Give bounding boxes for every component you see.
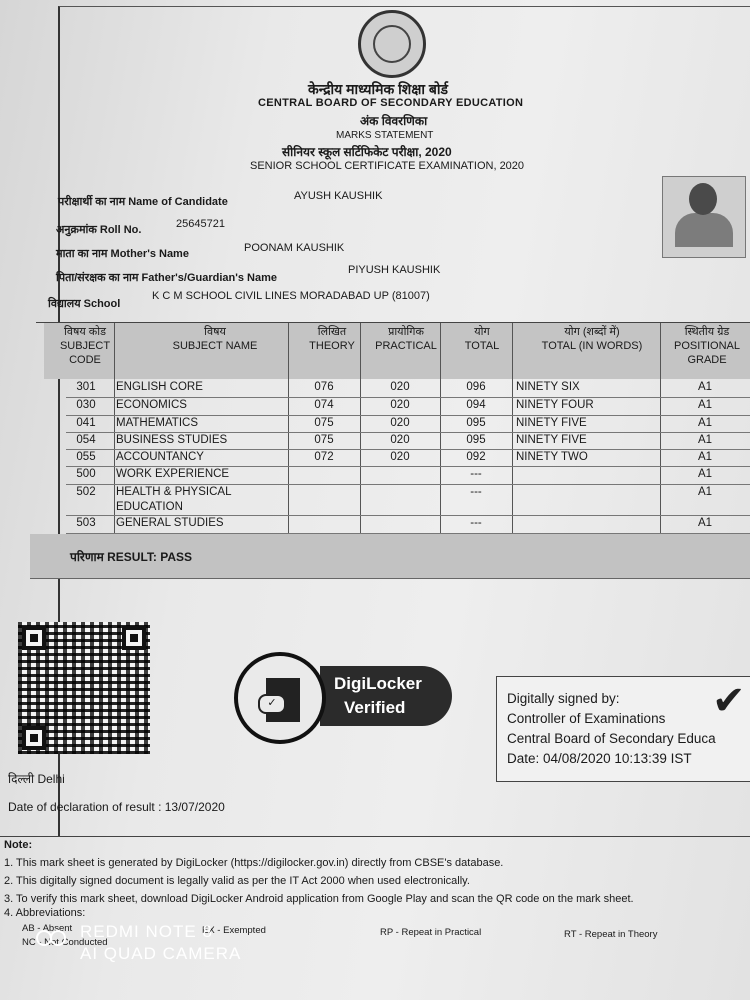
row-divider bbox=[66, 432, 750, 433]
exam-name-english: SENIOR SCHOOL CERTIFICATE EXAMINATION, 2020 bbox=[250, 160, 525, 172]
col-divider bbox=[114, 323, 115, 535]
header-grade-en1: POSITIONAL bbox=[673, 340, 741, 352]
cell-total: 094 bbox=[466, 399, 486, 411]
digilocker-text: DigiLocker bbox=[334, 674, 422, 693]
cell-practical: 020 bbox=[390, 399, 410, 411]
notes-title: Note: bbox=[4, 839, 33, 851]
header-theory-hindi: लिखित bbox=[317, 326, 347, 338]
cell-total: 095 bbox=[466, 434, 486, 446]
roll-number-value: 25645721 bbox=[176, 218, 225, 230]
father-name-value: PIYUSH KAUSHIK bbox=[348, 264, 441, 276]
header-theory bbox=[296, 325, 368, 353]
signature-date: Date: 04/08/2020 10:13:39 IST bbox=[507, 751, 692, 766]
marks-statement-english: MARKS STATEMENT bbox=[336, 130, 434, 141]
cell-name: BUSINESS STUDIES bbox=[116, 434, 228, 446]
digilocker-verified-badge bbox=[234, 652, 454, 744]
header-code-en2: CODE bbox=[69, 354, 101, 366]
header-total bbox=[446, 325, 518, 353]
cell-words: NINETY SIX bbox=[516, 381, 580, 393]
note-4: 4. Abbreviations: bbox=[4, 907, 86, 919]
declaration-date: Date of declaration of result : 13/07/2020 bbox=[8, 800, 225, 814]
cell-code: 055 bbox=[76, 451, 96, 463]
father-name-row bbox=[56, 264, 441, 285]
cbse-emblem bbox=[358, 10, 426, 78]
cell-practical: 020 bbox=[390, 381, 410, 393]
cell-name: ACCOUNTANCY bbox=[116, 451, 204, 463]
row-divider bbox=[66, 449, 750, 450]
signer-title: Controller of Examinations bbox=[507, 711, 666, 726]
cell-name: ECONOMICS bbox=[116, 399, 187, 411]
cell-grade: A1 bbox=[697, 517, 713, 529]
marks-statement-hindi: अंक विवरणिका bbox=[360, 114, 428, 128]
abbr-exempted: EX - Exempted bbox=[202, 925, 266, 936]
cell-name-line2: EDUCATION bbox=[116, 501, 183, 513]
cell-grade: A1 bbox=[697, 417, 713, 429]
cell-practical: 020 bbox=[390, 451, 410, 463]
digilocker-label-pill bbox=[320, 666, 452, 726]
result-band bbox=[30, 534, 750, 579]
mother-name-value: POONAM KAUSHIK bbox=[244, 242, 345, 254]
cell-words: NINETY FOUR bbox=[516, 399, 594, 411]
marks-table-header bbox=[44, 323, 750, 379]
abbr-not-conducted: NC - Not Conducted bbox=[22, 937, 108, 948]
school-value: K C M SCHOOL CIVIL LINES MORADABAD UP (81007) bbox=[152, 290, 430, 302]
cell-name: WORK EXPERIENCE bbox=[116, 468, 230, 480]
cell-code: 503 bbox=[76, 517, 96, 529]
col-divider bbox=[360, 323, 361, 535]
emblem-center bbox=[373, 25, 411, 63]
cell-grade: A1 bbox=[697, 399, 713, 411]
cell-grade: A1 bbox=[697, 468, 713, 480]
header-theory-en: THEORY bbox=[309, 340, 355, 352]
cell-theory: 074 bbox=[314, 399, 334, 411]
header-name-hindi: विषय bbox=[204, 326, 226, 338]
header-total-en: TOTAL bbox=[464, 340, 500, 352]
cell-total: 092 bbox=[466, 451, 486, 463]
header-practical-hindi: प्रायोगिक bbox=[388, 326, 424, 338]
row-divider bbox=[66, 515, 750, 516]
header-words-hindi: योग (शब्दों में) bbox=[564, 326, 620, 338]
row-divider bbox=[66, 466, 750, 467]
father-name-label: पिता/संरक्षक का नाम Father's/Guardian's Name bbox=[56, 272, 277, 284]
header-practical bbox=[366, 325, 446, 353]
cell-total: --- bbox=[470, 468, 482, 480]
board-name-hindi: केन्द्रीय माध्यमिक शिक्षा बोर्ड bbox=[308, 81, 448, 97]
note-3: 3. To verify this mark sheet, download DigiLocker Android application from Google Play and scan the QR code on the mark sheet. bbox=[4, 893, 634, 905]
mother-name-row bbox=[56, 242, 345, 261]
signed-by-label: Digitally signed by: bbox=[507, 691, 620, 706]
qr-finder bbox=[22, 726, 46, 750]
header-code-en1: SUBJECT bbox=[59, 340, 111, 352]
cell-grade: A1 bbox=[697, 451, 713, 463]
candidate-photo bbox=[662, 176, 746, 258]
header-grade-en2: GRADE bbox=[687, 354, 727, 366]
header-subject-code bbox=[48, 325, 122, 367]
cell-practical: 020 bbox=[390, 417, 410, 429]
note-1: 1. This mark sheet is generated by DigiLocker (https://digilocker.gov.in) directly from CBSE's database. bbox=[4, 857, 504, 869]
qr-finder bbox=[122, 626, 146, 650]
qr-finder bbox=[22, 626, 46, 650]
cell-code: 301 bbox=[76, 381, 96, 393]
cell-grade: A1 bbox=[697, 381, 713, 393]
cell-theory: 076 bbox=[314, 381, 334, 393]
roll-number-label: अनुक्रमांक Roll No. bbox=[56, 224, 142, 236]
col-divider bbox=[512, 323, 513, 535]
candidate-name-label: परीक्षार्थी का नाम Name of Candidate bbox=[58, 196, 228, 208]
header-total-hindi: योग bbox=[474, 326, 490, 338]
col-divider bbox=[288, 323, 289, 535]
cell-grade: A1 bbox=[697, 486, 713, 498]
header-grade-hindi: स्थितीय ग्रेड bbox=[684, 326, 730, 338]
candidate-name-row bbox=[58, 190, 383, 209]
result-text: परिणाम RESULT: PASS bbox=[70, 550, 193, 564]
cell-code: 030 bbox=[76, 399, 96, 411]
col-divider bbox=[440, 323, 441, 535]
watermark-line-2: AI QUAD CAMERA bbox=[80, 944, 242, 963]
candidate-name-value: AYUSH KAUSHIK bbox=[294, 190, 383, 202]
qr-code[interactable] bbox=[18, 622, 150, 754]
digilocker-logo-icon bbox=[234, 652, 326, 744]
cell-name: ENGLISH CORE bbox=[116, 381, 203, 393]
cell-words: NINETY FIVE bbox=[516, 417, 587, 429]
photo-shoulders bbox=[675, 213, 733, 247]
cell-total: 096 bbox=[466, 381, 486, 393]
cell-total: 095 bbox=[466, 417, 486, 429]
cell-theory: 075 bbox=[314, 434, 334, 446]
header-name-en: SUBJECT NAME bbox=[172, 340, 258, 352]
school-label: विद्यालय School bbox=[48, 298, 121, 310]
cell-code: 041 bbox=[76, 417, 96, 429]
header-words-en: TOTAL (IN WORDS) bbox=[541, 340, 643, 352]
notes-section bbox=[0, 836, 750, 1000]
abbr-repeat-practical: RP - Repeat in Practical bbox=[380, 927, 482, 938]
cell-theory: 072 bbox=[314, 451, 334, 463]
col-divider bbox=[660, 323, 661, 535]
cell-total: --- bbox=[470, 486, 482, 498]
row-divider bbox=[66, 397, 750, 398]
watermark-line-1: REDMI NOTE 8 bbox=[80, 922, 213, 941]
row-divider bbox=[66, 415, 750, 416]
cell-name: HEALTH & PHYSICAL bbox=[116, 486, 232, 498]
signer-organization: Central Board of Secondary Educa bbox=[507, 731, 716, 746]
cell-code: 054 bbox=[76, 434, 96, 446]
row-divider bbox=[66, 484, 750, 485]
photo-head bbox=[689, 183, 717, 215]
school-row bbox=[48, 290, 430, 311]
verified-text: Verified bbox=[344, 698, 406, 717]
exam-name-hindi: सीनियर स्कूल सर्टिफिकेट परीक्षा, 2020 bbox=[282, 145, 452, 159]
header-code-hindi: विषय कोड bbox=[64, 326, 106, 338]
signature-valid-check-icon: ✔ bbox=[712, 679, 746, 723]
camera-logo-icon bbox=[36, 930, 70, 954]
cell-total: --- bbox=[470, 517, 482, 529]
cell-practical: 020 bbox=[390, 434, 410, 446]
board-name-english: CENTRAL BOARD OF SECONDARY EDUCATION bbox=[258, 97, 524, 109]
header-positional-grade bbox=[664, 325, 750, 367]
header-practical-en: PRACTICAL bbox=[375, 340, 437, 352]
cell-name: GENERAL STUDIES bbox=[116, 517, 224, 529]
cell-grade: A1 bbox=[697, 434, 713, 446]
cell-words: NINETY TWO bbox=[516, 451, 588, 463]
cloud-check-icon: ✓ bbox=[258, 694, 286, 714]
header-total-words bbox=[518, 325, 666, 353]
cell-theory: 075 bbox=[314, 417, 334, 429]
cell-code: 502 bbox=[76, 486, 96, 498]
note-2: 2. This digitally signed document is legally valid as per the IT Act 2000 when used electronically. bbox=[4, 875, 470, 887]
roll-number-row bbox=[56, 218, 225, 237]
cell-name: MATHEMATICS bbox=[116, 417, 198, 429]
header-subject-name bbox=[130, 325, 300, 353]
cell-words: NINETY FIVE bbox=[516, 434, 587, 446]
abbr-repeat-theory: RT - Repeat in Theory bbox=[564, 929, 658, 940]
marks-table bbox=[36, 322, 750, 535]
abbr-absent: AB - Absent bbox=[22, 923, 73, 934]
place-of-issue: दिल्ली Delhi bbox=[8, 772, 65, 786]
mother-name-label: माता का नाम Mother's Name bbox=[56, 248, 189, 260]
cell-code: 500 bbox=[76, 468, 96, 480]
